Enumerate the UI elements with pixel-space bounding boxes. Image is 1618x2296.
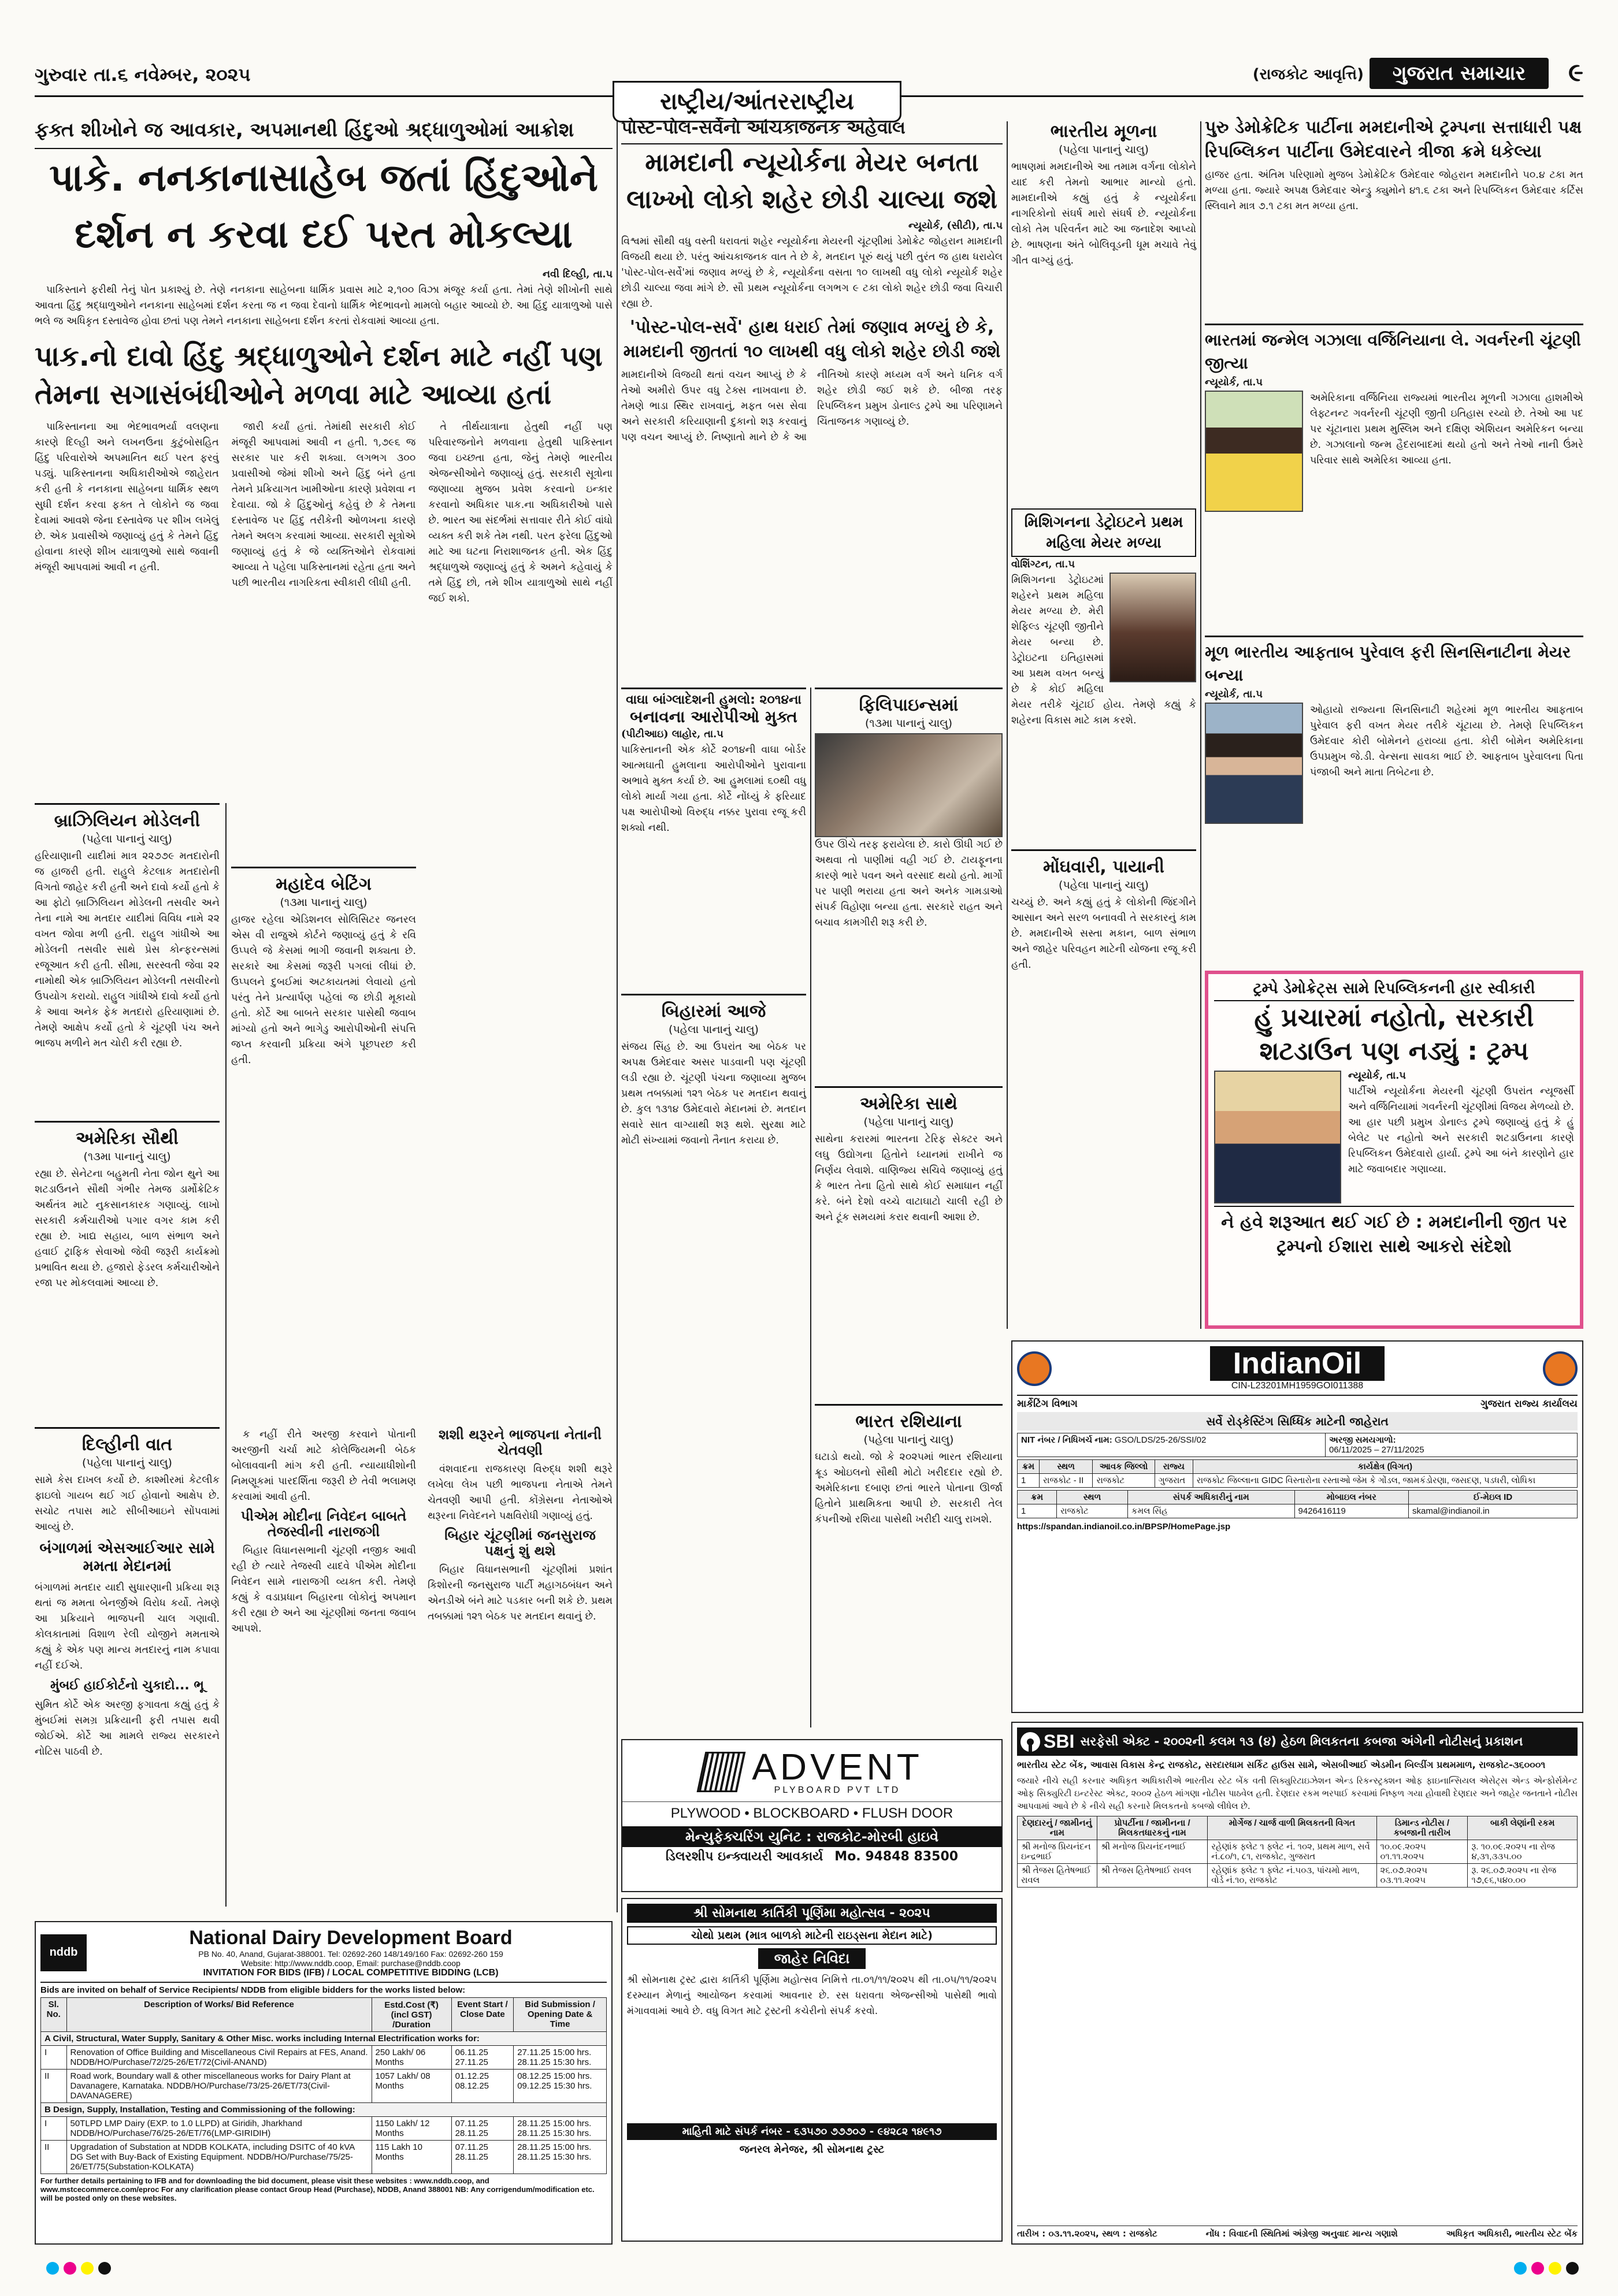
nddb-cell: Upgradation of Substation at NDDB KOLKATA, including DSITC of 40 kVA DG Set with Buy-Back of Existing Equipment. NDDB/HO/Purchase/75/25-26/ET/75(Substation-KOLKATA) [66, 2141, 372, 2174]
bihar-cont: (પહેલા પાનાનું ચાલુ) [669, 1023, 759, 1036]
mool-text: ભાષણમાં મમદાનીએ આ તમામ વર્ગના લોકોને યાદ કરી તેમનો આભાર માન્યો હતો. મામદાનીએ કહ્યું હતું કે ન્યૂયોર્કના નાગરિકોનો સંઘર્ષ મારો સંઘર્ષ છે. ન્યૂયોર્કના લોકો તેમ પરિવર્તન માટે આ જનાદેશ આપ્યો છે. ભાષણના અંતે બોલિવૂડની ધૂમ મચાવે તેવું ગીત વાગ્યું હતું. [1011, 161, 1196, 266]
rule-3 [1200, 121, 1201, 1329]
mool-story [1011, 116, 1196, 269]
nddb-cell: 01.12.25 08.12.25 [451, 2070, 514, 2103]
indianoil-nit-label: NIT નંબર / નિધિખર્ચ નામ: [1021, 1435, 1112, 1445]
mamdani-text: વિશ્વમાં સૌથી વધુ વસ્તી ધરાવતાં શહેર ન્યૂયોર્કના મેયરની ચૂંટણીમાં ડેમોક્રેટ જોહરાન મામદાની વિજયી થયા છે. પરંતુ આંચકાજનક વાત તે છે કે, મતદાન પૂરું થયું પછી તુરંત જ હાથ ધરાયેલ 'પોસ્ટ-પોલ-સર્વે'માં જણાવ મળ્યું છે કે, ન્યૂયોર્કના વસતા ૧૦ લાખથી વધુ લોકો ન્યૂયોર્ક શહેર છોડી ચાલ્યા જવા માંગે છે. સૌ પ્રથમ ન્યૂયોર્કના લગભગ ૯ ટકા લોકો શહેર છોડી જવા વિચારી રહ્યા છે. [621, 236, 1003, 310]
sbi-col-header: બાકી લેણાંની રકમ [1468, 1816, 1578, 1840]
nddb-website: Website: http://www.nddb.coop, Email: purchase@nddb.coop [241, 1959, 461, 1968]
section-title: રાષ્ટ્રીય/આંતરરાષ્ટ્રીય [660, 88, 854, 115]
mamdani-headline: મામદાની ન્યૂયોર્કના મેયર બનતા લાખ્ખો લોકો શહેર છોડી ચાલ્યા જશે [626, 148, 997, 214]
america1-cont: (૧૩મા પાનાનું ચાલુ) [83, 1150, 171, 1163]
michigan-photo [1109, 573, 1196, 682]
sbi-row [1018, 1864, 1578, 1888]
sbi-intro: જયારે નીચે સહી કરનાર અધિકૃત અધિકારીએ ભારતીય સ્ટેટ બેંક વતી સિક્યુરિટાઇઝેશન એન્ડ રિકન્સ્ટ્રક્શન ઓફ ફાઇનાન્સિયલ એસેટ્સ એન્ડ એન્ફોર્સમેન્ટ ઓફ સિક્યુરિટી ઇન્ટરેસ્ટ એક્ટ, ૨૦૦૨ હેઠળ માંગણા નોટીસ પાઠવેલ હતી. દેણદાર રકમ ભરપાઈ કરવામાં નિષ્ફળ ગયા હોવાથી દેણદાર અને જાહેર જનતાને નોટીસ આપવામાં આવે છે કે નીચે સહી કરનારે મિલકતનો કબજો લીધેલ છે. [1017, 1775, 1578, 1811]
sbi-ad [1011, 1722, 1583, 2245]
indianoil-nit-value: GSO/LDS/25-26/SSI/02 [1114, 1435, 1207, 1445]
nddb-cell: I [41, 2046, 67, 2070]
registration-marks-left [46, 2262, 116, 2277]
brazil-story [35, 803, 220, 1052]
mongvari-story [1011, 849, 1196, 973]
mid-sub1: પીએમ મોદીના નિવેદન બાબતે તેજસ્વીની નારાજગી [240, 1508, 407, 1540]
michigan-dateline: વોશિંગ્ટન, તા.૫ [1011, 559, 1075, 570]
nddb-row [41, 2117, 607, 2141]
nankana-text-2: પાકિસ્તાનના આ ભેદભાવભર્યા વલણના કારણે દિલ્હી અને લખનઉના કુટુંબોસહિત હિંદુ પરિવારોએ અપમાનિત થઈ પરત ફરવું પડ્યું. પાકિસ્તાનના અધિકારીઓએ જાહેરાત કરી હતી કે નનકાના સાહેબના ધાર્મિક સ્થળ સુધી દર્શન કરવા ફક્ત તે લોકોને જ જવા દેવામાં આવશે જેના દસ્તાવેજ પર શીખ લખેલું છે. એક પ્રવાસીએ જણાવ્યું હતું કે તેમને હિંદુ હોવાના કારણે શીખ યાત્રાળુઓ સાથે જવાની મંજૂરી આપવામાં આવી ન હતી. [35, 421, 219, 573]
trump-story [1205, 971, 1583, 1329]
story-nankana [35, 116, 613, 820]
nankana-dateline: નવી દિલ્હી, તા.૫ [543, 269, 613, 280]
nddb-col-header: Estd.Cost (₹) (incl GST) /Duration [372, 1998, 451, 2032]
michigan-story [1011, 508, 1196, 729]
aropi-dateline: (પીટીઆઇ) લાહોર, તા.૫ [621, 729, 723, 740]
nddb-table [40, 1997, 607, 2174]
brazil-text: હરિયાણાની યાદીમાં માત્ર ૨૨૭૭૯ મતદારોની જ હાજરી હતી. રાહુલે કેટલાક મતદારોની વિગતો જાહેર કરી હતી અને દાવો કર્યો હતો કે આ ફોટો બ્રાઝિલિયન મોડેલની તસવીર અને તેના નામે આ મતદાર યાદીમાં વિવિધ નામે ૨૨ વખત જોવા મળી હતી. રાહુલ ગાંધીએ આ મોડેલની તસવીર સાથે પ્રેસ કોન્ફરન્સમાં રજૂઆત કરી હતી. સીમા, સરસ્વતી જેવા ૨૨ નામોથી એક બ્રાઝિલિયન મોડેલની તસવીરનો ઉપયોગ કરાયો. રાહુલ ગાંધીએ દાવો કર્યો હતો કે આવા અનેક ફેક મતદારો હરિયાણામાં છે. તેમણે આક્ષેપ કર્યો હતો કે ચૂંટણી પંચ અને ભાજપ મળીને મત ચોરી કરી રહ્યા છે. [35, 850, 220, 1049]
nddb-cell: 1150 Lakh/ 12 Months [372, 2117, 451, 2141]
sbi-cell: શ્રી મનોજ પ્રિયનંદન ઇન્દ્રભાઈ [1018, 1840, 1097, 1864]
nddb-col-header: Sl. No. [41, 1998, 67, 2032]
aftab-text: ઓહાયો રાજ્યના સિનસિનાટી શહેરમાં મૂળ ભારતીય આફતાબ પુરેવાલ ફરી વખત મેયર તરીકે ચૂંટાયા છે. તેમણે રિપબ્લિકન ઉમેદવાર કોરી બોમેનને હરાવ્યા હતા. કોરી બોમેન અમેરિકાના ઉપપ્રમુખ જે.ડી. વેન્સના સાવકા ભાઈ છે. આફતાબ પુરેવાલના પિતા પંજાબી અને માતા તિબેટના છે. [1310, 704, 1583, 778]
nddb-cell: 27.11.25 15:00 hrs. 28.11.25 15:30 hrs. [514, 2046, 607, 2070]
america2-head: અમેરિકા સાથે [815, 1086, 1003, 1116]
indianoil-logo-right [1543, 1351, 1578, 1386]
sbi-footer-date: તારીખ : ૦૩.૧૧.૨૦૨૫, સ્થળ : રાજકોટ [1017, 2228, 1157, 2239]
bihar-text: સંજય સિંહ છે. આ ઉપરાંત આ બેઠક પર અપક્ષ ઉમેદવાર અસર પાડવાની પણ ચૂંટણી લડી રહ્યા છે. ચૂંટણી પંચના જણાવ્યા મુજબ પ્રથમ તબક્કામાં ૧૨૧ બેઠક પર મતદાન થવાનું છે. કુલ ૧૩૧૪ ઉમેદવારો મેદાનમાં છે. મતદાન સવારે સાત વાગ્યાથી શરૂ થશે. સુરક્ષા માટે મોટી સંખ્યામાં જવાનો તૈનાત કરાયા છે. [621, 1041, 806, 1146]
advent-sub: PLYBOARD PVT LTD [774, 1785, 901, 1795]
aftab-dateline: ન્યૂયોર્ક, તા.૫ [1205, 689, 1263, 700]
america2-story [815, 1086, 1003, 1225]
mamdani-story [621, 116, 1003, 508]
indianoil-col-header: ક્રમ [1018, 1460, 1040, 1474]
indianoil-col-header: રાજ્ય [1155, 1460, 1193, 1474]
nddb-cell: 06.11.25 27.11.25 [451, 2046, 514, 2070]
mamdani-kicker: પોસ્ટ-પોલ-સર્વેનો આંચકાજનક અહેવાલ [621, 116, 1003, 144]
bihar-head: બિહારમાં આજે [621, 994, 806, 1023]
nddb-cell: 250 Lakh/ 06 Months [372, 2046, 451, 2070]
indianoil-cell: 1 [1018, 1474, 1040, 1488]
nddb-cell: 1057 Lakh/ 08 Months [372, 2070, 451, 2103]
trump-text: પાર્ટીએ ન્યૂયોર્કના મેયરની ચૂંટણી ઉપરાંત ન્યૂજર્સી અને વર્જિનિયામાં ગવર્નરની ચૂંટણીમાં વિજય મેળવ્યો છે. આ હાર પછી પ્રમુખ ડોનાલ્ડ ટ્રમ્પે જણાવ્યું હતું કે હું બેલેટ પર નહોતો અને સરકારી શટડાઉનના કારણે રિપબ્લિકન ઉમેદવારો હાર્યા. ટ્રમ્પે આ બંને કારણોને હાર માટે જવાબદાર ગણાવ્યા. [1348, 1086, 1574, 1175]
indianoil-contact-cell: કમલ સિંહ [1127, 1504, 1294, 1518]
nddb-col-header: Description of Works/ Bid Reference [66, 1998, 372, 2032]
top-right-headline: પુરુ ડેમોક્રેટિક પાર્ટીના મમદાનીએ ટ્રમ્પના સત્તાધારી પક્ષ રિપબ્લિકન પાર્ટીના ઉમેદવારને ત્રીજા ક્રમે ધકેલ્યા [1205, 117, 1582, 162]
mid-p4: બિહાર વિધાનસભાની ચૂંટણીમાં પ્રશાંત કિશોરની જનસુરાજ પાર્ટી મહાગઠબંધન અને એનડીએ બંને માટે પડકાર બની શકે છે. પ્રથમ તબક્કામાં ૧૨૧ બેઠક પર મતદાન થવાનું છે. [428, 1564, 613, 1622]
sbi-branch: ભારતીય સ્ટેટ બેંક, આવાસ વિકાસ કેન્દ્ર રાજકોટ, સરદારધામ સર્કિટ હાઉસ સામે, એસબીઆઈ એડમીન બિલ્ડીંગ પ્રથમમાળ, રાજકોટ-૩૬૦૦૦૧ [1017, 1759, 1546, 1770]
ghazala-photo [1205, 391, 1303, 512]
sbi-cell: રહેણાંક ફ્લેટ ૧ ફ્લેટ નં. ૧૦૨, પ્રથમ માળ, સર્વે નં.૮૦/૧, ૮૧, રાજકોટ, ગુજરાત [1208, 1840, 1376, 1864]
nddb-cell: II [41, 2070, 67, 2103]
nddb-address: PB No. 40, Anand, Gujarat-388001. Tel: 02692-260 148/149/160 Fax: 02692-260 159 [198, 1949, 503, 1959]
nddb-ad [35, 1921, 613, 2245]
sbi-cell: શ્રી તેજસ હિતેષભાઈ રાવલ [1018, 1864, 1097, 1888]
sbi-footer-sign: અધિકૃત અધિકારી, ભારતીય સ્ટેટ બેંક [1446, 2228, 1578, 2239]
nddb-cell: Renovation of Office Building and Miscellaneous Civil Repairs at FES, Anand. NDDB/HO/Purchase/72/25-26/ET/72(Civil-ANAND) [66, 2046, 372, 2070]
indianoil-contact-header: મોબાઇલ નંબર [1294, 1491, 1409, 1504]
nddb-title: National Dairy Development Board [189, 1927, 513, 1949]
sbi-logo-icon [1020, 1732, 1040, 1752]
mool-head: ભારતીય મૂળના [1050, 121, 1157, 142]
indianoil-scope-table [1017, 1459, 1578, 1488]
america1-head: અમેરિકા સૌથી [35, 1121, 220, 1150]
advent-unit: મેન્યુફેક્ચરિંગ યુનિટ : રાજકોટ-મોરબી હાઇવે [622, 1826, 1001, 1847]
rule-5 [810, 688, 811, 1727]
ghazala-dateline: ન્યૂયોર્ક, તા.૫ [1205, 377, 1263, 388]
nankana-headline-2: દર્શન ન કરવા દઈ પરત મોકલ્યા [75, 212, 573, 257]
sbi-col-header: દેણદારનું / જામીનનું નામ [1018, 1816, 1097, 1840]
top-right-text: હાજર હતા. અંતિમ પરિણામો મુજબ ડેમોક્રેટિક ઉમેદવાર જોહરાન મમદાનીને ૫૦.૪ ટકા મત મળ્યા હતા. જ્યારે અપક્ષ ઉમેદવાર એન્ડ્રુ ક્યુમોને ૪૧.૬ ટકા અને રિપબ્લિકન ઉમેદવાર કર્ટિસ સ્લિવાને માત્ર ૭.૧ ટકા મત મળ્યા હતા. [1205, 169, 1583, 212]
mid-p1: ક નહીં રીતે અરજી કરવાને પોતાની અરજીની ચર્ચા માટે કોલેજિયમની બેઠક બોલાવવાની માંગ કરી હતી. ન્યાયાધીશોની નિમણૂકમાં પારદર્શિતા જરૂરી છે તેવી ભલામણ કરવામાં આવી હતી. [231, 1429, 416, 1503]
indianoil-contact-header: સ્થળ [1057, 1491, 1128, 1504]
header-rule-right [901, 95, 1583, 97]
nddb-cell: 115 Lakh 10 Months [372, 2141, 451, 2174]
indianoil-col-header: આવક જિલ્લો [1093, 1460, 1155, 1474]
nddb-footer: For further details pertaining to IFB and for downloading the bid document, please visit these websites : www.nddb.coop, and www.mstcecommerce.com/eproc For any clarification please contact Group Head (Purchase), NDDB, Anand 388001 NB: Any corrigendum/modification etc. will be posted only on these websites. [40, 2176, 595, 2202]
sbi-cell: શ્રી તેજસ હિતેષભાઈ રાવલ [1097, 1864, 1208, 1888]
nankana-text-1: પાકિસ્તાને ફરીથી તેનું પોત પ્રકાશ્યું છે. તેણે નનકાના સાહેબના ધાર્મિક પ્રવાસ માટે ૨,૧૦૦ વિઝા મંજૂર કર્યા હતા. તેમાં તેણે શીખોની સાથે આવતા હિંદુ શ્રદ્ધાળુઓને નનકાના સાહેબમાં દર્શન કરતા જ ન જવા દેવાનો ધાર્મિક ભેદભાવનો મામલો બહાર આવ્યો છે. આ હિંદુ યાત્રાળુઓ પાસે ભલે જ અધિકૃત દસ્તાવેજ હોવા છતાં પણ તેમને નનકાના સાહેબના દર્શન કરતાં રોકવામાં આવ્યા હતા. [35, 284, 613, 327]
aftab-photo [1205, 703, 1303, 824]
mid-sub2: શશી થરૂરને ભાજપના નેતાની ચેતવણી [439, 1426, 602, 1458]
america1-text: રહ્યા છે. સેનેટના બહુમતી નેતા જોન થુને આ શટડાઉનને સૌથી ગંભીર તેમજ ડાર્મોક્રેટિક અર્થતંત્ર માટે નુકસાનકારક ગણાવ્યું. લાખો સરકારી કર્મચારીઓ પગાર વગર કામ કરી રહ્યા છે. ખાદ્ય સહાય, બાળ સંભાળ અને હવાઈ ટ્રાફિક સેવાઓ જેવી જરૂરી કાર્યક્રમો પ્રભાવિત થયા છે. હજારો ફેડરલ કર્મચારીઓને રજા પર મોકલવામાં આવ્યા છે. [35, 1168, 220, 1289]
indianoil-cell: રાજકોટ [1093, 1474, 1155, 1488]
indianoil-contact-cell: skamal@indianoil.in [1409, 1504, 1578, 1518]
michigan-text: મિશિગનના ડેટ્રોઇટમાં શહેરને પ્રથમ મહિલા મેયર મળ્યા છે. મેરી શેફિલ્ડ ચૂંટણી જીતીને મેયર બન્યા છે. ડેટ્રોઇટના ઇતિહાસમાં આ પ્રથમ વખત બન્યું છે કે કોઈ મહિલા મેયર તરીકે ચૂંટાઈ હોય. તેમણે કહ્યું કે શહેરના વિકાસ માટે કામ કરશે. [1011, 574, 1196, 726]
indianoil-ad [1011, 1340, 1583, 1713]
nankana-headline-1: પાકે. નનકાનાસાહેબ જતાં હિંદુઓને [49, 155, 598, 200]
mid-p2: બિહાર વિધાનસભાની ચૂંટણી નજીક આવી રહી છે ત્યારે તેજસ્વી યાદવે પીએમ મોદીના નિવેદન સામે નારાજગી વ્યક્ત કરી. તેમણે કહ્યું કે વડાપ્રધાન બિહારના લોકોનું અપમાન કરી રહ્યા છે અને આ ચૂંટણીમાં જનતા જવાબ આપશે. [231, 1545, 416, 1634]
nddb-cell: Road work, Boundary wall & other miscellaneous works for Dairy Plant at Davanagere, Karnataka. NDDB/HO/Purchase/73/25-26/ET/73(Civil-DAVANAGERE) [66, 2070, 372, 2103]
brazil-cont: (પહેલા પાનાનું ચાલુ) [82, 833, 172, 845]
aropi-head: બનાવના આરોપીઓ મુક્ત [630, 707, 797, 726]
indianoil-cell: રાજકોટ - II [1039, 1474, 1093, 1488]
somnath-ad [621, 1898, 1003, 2242]
nddb-row [41, 2070, 607, 2103]
ghazala-story [1205, 324, 1583, 624]
mongvari-head: મોંઘવારી, પાયાની [1011, 849, 1196, 879]
sbi-footer-note: નોંધ : વિવાદની સ્થિતિમાં અંગ્રેજી અનુવાદ માન્ય ગણાશે [1205, 2228, 1398, 2239]
indianoil-to-date: 27/11/2025 [1381, 1445, 1424, 1455]
mahadev-head: મહાદેવ બેટિંગ [231, 867, 416, 896]
indianoil-contact-cell: રાજકોટ [1057, 1504, 1128, 1518]
mid-p3: વંશવાદના રાજકારણ વિરુદ્ધ શશી થરૂરે લખેલા લેખ પછી ભાજપના નેતાએ તેમને ચેતવણી આપી હતી. કોંગ્રેસના નેતાઓએ થરૂરના નિવેદનને પક્ષવિરોધી ગણાવ્યું હતું. [428, 1463, 613, 1522]
rule-2 [1007, 121, 1008, 1329]
bihar-story [621, 994, 806, 1149]
mid-sub3: બિહાર ચૂંટણીમાં જનસુરાજ પક્ષનું શું થશે [444, 1527, 596, 1559]
nddb-col-header: Bid Submission / Opening Date & Time [514, 1998, 607, 2032]
sbi-title: સરફેસી એક્ટ - ૨૦૦૨ની કલમ ૧૩ (૪) હેઠળ મિલકતના કબજા અંગેની નોટીસનું પ્રકાશન [1080, 1734, 1523, 1748]
trump-foot: ને હવે શરૂઆત થઈ ગઈ છે : મમદાનીની જીત પર ટ્રમ્પનો ઈશારા સાથે આકરો સંદેશો [1214, 1206, 1574, 1259]
trump-dateline: ન્યૂયોર્ક, તા.૫ [1348, 1070, 1406, 1082]
delhi-story [35, 1427, 220, 1760]
nddb-section-a: A Civil, Structural, Water Supply, Sanitary & Other Misc. works including Internal Electrification works for: [41, 2032, 607, 2046]
somnath-title: શ્રી સોમનાથ કાર્તિકી પૂર્ણિમા મહોત્સવ - ૨૦૨૫ [627, 1904, 997, 1923]
mamdani-subhead: 'પોસ્ટ-પોલ-સર્વે' હાથ ધરાઈ તેમાં જણાવ મળ્યું છે કે, મામદાની જીતતાં ૧૦ લાખથી વધુ લોકો શહેર છોડી જશે [623, 317, 1001, 362]
nddb-cell: 28.11.25 15:00 hrs. 28.11.25 15:30 hrs. [514, 2141, 607, 2174]
nankana-kicker: ફક્ત શીખોને જ આવકાર, અપમાનથી હિંદુઓ શ્રદ્ધાળુઓમાં આક્રોશ [35, 116, 613, 149]
indianoil-cell: ગુજરાત [1155, 1474, 1193, 1488]
indianoil-cin: CIN-L23201MH1959GOI011388 [1231, 1381, 1364, 1391]
indianoil-logo-left [1017, 1351, 1052, 1386]
delhi-head: દિલ્હીની વાત [35, 1427, 220, 1457]
delhi-text: સામે કેસ દાખલ કર્યો છે. કાશ્મીરમાં કેટલીક ફાઇલો ગાયબ થઈ ગઈ હોવાનો આક્ષેપ છે. સચોટ તપાસ માટે સીબીઆઇને સોંપવામાં આવ્યું છે. [35, 1474, 220, 1533]
advent-logo-icon [697, 1752, 746, 1792]
sbi-row [1018, 1840, 1578, 1864]
trump-photo [1214, 1071, 1341, 1203]
mahadev-cont: (૧૩મા પાનાનું ચાલુ) [280, 896, 368, 909]
aftab-head: મૂળ ભારતીય આફતાબ પુરેવાલ ફરી સિનસિનાટીના મેયર બન્યા [1205, 636, 1583, 687]
nddb-cell: 50TLPD LMP Dairy (EXP. to 1.0 LLPD) at Giridih, Jharkhand NDDB/HO/Purchase/76/25-26/ET/76(LMP-GIRIDIH) [66, 2117, 372, 2141]
mahadev-text: હાજર રહેલા એડિશનલ સોલિસિટર જનરલ એસ વી રાજુએ કોર્ટને જણાવ્યું હતું કે રવિ ઉપ્પલે જે કેસમાં ભાગી જવાની શક્યતા છે. સરકારે આ કેસમાં જરૂરી પગલાં લીધાં છે. ઉપ્પલને દુબઈમાં અટકાયતમાં લેવાયો હતો પરંતુ તેને પ્રત્યાર્પણ પહેલાં જ છોડી મૂકાયો હતો. કોર્ટે આ બાબતે સરકાર પાસેથી જવાબ માંગ્યો હતો અને ભાગેડુ આરોપીઓની સંપત્તિ જપ્ત કરવાની પ્રક્રિયા અંગે પૂછપરછ કરી હતી. [231, 914, 416, 1066]
mamdani-text2: મામદાનીએ વિજયી થતાં વચન આપ્યું છે કે તેઓ અમીરો ઉપર વધુ ટેક્સ નાખવાના છે. તેમણે ભાડા સ્થિર રાખવાનું, મફત બસ સેવા અને સરકારી કરિયાણાની દુકાનો શરૂ કરવાનું પણ વચન આપ્યું છે. નિષ્ણાતો માને છે કે આ નીતિઓ કારણે મધ્યમ વર્ગ અને ધનિક વર્ગ શહેર છોડી જઈ શકે છે. બીજા તરફ રિપબ્લિકન પ્રમુખ ડોનાલ્ડ ટ્રમ્પે આ પરિણામને ચિંતાજનક ગણાવ્યું છે. [621, 369, 1003, 443]
sbi-cell: રૂ. ૨૬.૦૭.૨૦૨૫ ના રોજ ૧૭,૯૬,૫૪૦.૦૦ [1468, 1864, 1578, 1888]
russia-cont: (પહેલા પાનાનું ચાલુ) [863, 1433, 954, 1446]
advent-products: PLYWOOD • BLOCKBOARD • FLUSH DOOR [622, 1801, 1001, 1822]
mid-column-story [231, 1427, 613, 1637]
nddb-section-b: B Design, Supply, Installation, Testing and Commissioning of the following: [41, 2103, 607, 2117]
trump-headline: હું પ્રચારમાં નહોતો, સરકારી શટડાઉન પણ નડ્યું : ટ્રમ્પ [1254, 1003, 1534, 1066]
advent-phone: Mo. 94848 83500 [834, 1849, 959, 1864]
indianoil-col-header: સ્થળ [1039, 1460, 1093, 1474]
nankana-text-4: તે તીર્થયાત્રાના હેતુથી નહીં પણ પરિવારજનોને મળવાના હેતુથી પાકિસ્તાન જવા ઇચ્છતા હતા, જેનું તેમણે ભારતીય એજન્સીઓને જણાવ્યું હતું. સરકારી સૂત્રોના જણાવ્યા મુજબ પ્રવેશ કરવાનો ઇન્કાર કરવાનો અધિકાર પાક.ના અધિકારીઓ પાસે છે. ભારત આ સંદર્ભમાં સત્તાવાર રીતે કોઈ વાંધો વ્યક્ત કરી શકે તેમ નથી. પરત ફરેલા હિંદુઓ માટે આ ઘટના નિરાશાજનક હતી. એક હિંદુ શ્રદ્ધાળુએ જણાવ્યું હતું કે અમને કહેવાયું કે તમે હિંદુ છો, તમે શીખ યાત્રાળુઓ સાથે નહીં જઈ શકો. [428, 421, 613, 604]
sbi-table [1017, 1816, 1578, 1888]
indianoil-contact-header: ઈ-મેઇલ ID [1409, 1491, 1578, 1504]
header-rule [35, 95, 613, 97]
indianoil-right-label: ગુજરાત રાજ્ય કાર્યાલય [1480, 1398, 1578, 1410]
russia-text: ઘટાડો થયો. જો કે ૨૦૨૫માં ભારત રશિયાના ક્રૂડ ઓઇલનો સૌથી મોટો ખરીદદાર રહ્યો છે. અમેરિકાના દબાણ છતાં ભારતે પોતાના ઊર્જા હિતોને પ્રાથમિકતા આપી છે. સરકારી તેલ કંપનીઓ રશિયા પાસેથી ખરીદી ચાલુ રાખશે. [815, 1451, 1003, 1525]
nddb-invitation: INVITATION FOR BIDS (IFB) / LOCAL COMPETITIVE BIDDING (LCB) [203, 1968, 499, 1978]
nddb-cell: 08.12.25 15:00 hrs. 09.12.25 15:30 hrs. [514, 2070, 607, 2103]
indianoil-url[interactable]: https://spandan.indianoil.co.in/BPSP/HomePage.jsp [1017, 1522, 1231, 1532]
sbi-logo-text: SBI [1044, 1731, 1075, 1752]
indianoil-cell: રાજકોટ જિલ્લાના GIDC વિસ્તારોના રસ્તાઓ જેમ કે ગોંડલ, જામકંડોરણા, જસદણ, પડધરી, લોધિકા [1193, 1474, 1577, 1488]
philippines-text: ઉપર ઊંચે તરફ ફરાયેલા છે. કારો ઊંધી ગઈ છે અથવા તો પાણીમાં વહી ગઈ છે. ટાયફૂનના કારણે ભારે પવન અને વરસાદ થયો હતો. માર્ગો પર પાણી ભરાયા હતા અને અનેક ગામડાઓ સંપર્ક વિહોણા બન્યા હતા. સરકારે રાહત અને બચાવ કામગીરી શરૂ કરી છે. [815, 839, 1003, 928]
indianoil-col-header: કાર્યક્ષેત્ર (વિગત) [1193, 1460, 1577, 1474]
nankana-subhead: પાક.નો દાવો હિંદુ શ્રદ્ધાળુઓને દર્શન માટે નહીં પણ તેમના સગાસંબંધીઓને મળવા માટે આવ્યા હતાં [35, 340, 603, 411]
america2-text: સાથેના કરારમાં ભારતના ટેરિફ સેક્ટર અને લઘુ ઉદ્યોગના હિતોને ધ્યાનમાં રાખીને જ નિર્ણય લેવાશે. વાણિજ્ય સચિવે જણાવ્યું હતું કે ભારત તેના હિતો સાથે કોઈ સમાધાન નહીં કરે. બંને દેશો વચ્ચે વાટાઘાટો ચાલી રહી છે અને ટૂંક સમયમાં કરાર થવાની આશા છે. [815, 1134, 1003, 1223]
mool-cont: (પહેલા પાનાનું ચાલુ) [1059, 143, 1149, 156]
indianoil-left-label: માર્કેટિંગ વિભાગ [1017, 1398, 1078, 1410]
indianoil-contact-header: ક્રમ [1018, 1491, 1057, 1504]
aropi-story [621, 688, 806, 836]
rule-4 [225, 803, 227, 1907]
somnath-badge: જાહેર નિવિદા [758, 1948, 866, 1969]
indianoil-brand: IndianOil [1210, 1346, 1385, 1381]
indianoil-contact-table [1017, 1490, 1578, 1518]
philippines-story [815, 688, 1003, 931]
somnath-sub: ચોથો પ્રથમ (માત્ર બાળકો માટેની રાઇડ્સના મેદાન માટે) [627, 1926, 997, 1945]
mongvari-cont: (પહેલા પાનાનું ચાલુ) [1059, 879, 1149, 891]
nddb-cell: I [41, 2117, 67, 2141]
delhi-sub2: મુંબઈ હાઈકોર્ટનો ચુકાદો... ભૂ [50, 1678, 204, 1693]
delhi-text3: સુમિત કોર્ટે એક અરજી ફગાવતા કહ્યું હતું કે મુંબઈમાં સમગ્ર પ્રક્રિયાની ફરી તપાસ થવી જોઈએ. કોર્ટે આ મામલે રાજ્ય સરકારને નોટિસ પાઠવી છે. [35, 1699, 220, 1758]
trump-kicker: ટ્રમ્પે ડેમોક્રેટ્સ સામે રિપબ્લિકનની હાર સ્વીકારી [1214, 980, 1574, 1001]
sbi-cell: ૧૦.૦૯.૨૦૨૫ ૦૧.૧૧.૨૦૨૫ [1376, 1840, 1468, 1864]
rule-1 [617, 121, 618, 1912]
america1-story [35, 1121, 220, 1291]
indianoil-nit-table: NIT નંબર / નિધિખર્ચ નામ: GSO/LDS/25-26/SSI/02 અરજી સમયગાળો: 06/11/2025 – 27/11/2025 [1017, 1433, 1578, 1457]
somnath-sign: જનરલ મેનેજર, શ્રી સોમનાથ ટ્રસ્ટ [739, 2143, 885, 2156]
aropi-kicker: વાઘા બાંગ્લાદેશની હુમલો: ૨૦૧૪ના [621, 688, 806, 707]
philippines-cont: (૧૩મા પાનાનું ચાલુ) [864, 717, 953, 730]
russia-story [815, 1404, 1003, 1528]
advent-ad [621, 1739, 1003, 1892]
nankana-text-3: જારી કર્યાં હતાં. તેમાંથી સરકારી કોઈ મંજૂરી આપવામાં આવી ન હતી. ૧,૭૯૬ જ સરકાર પાર કરી શક્યા. લગભગ ૩૦૦ પ્રવાસીઓ જેમાં શીખો અને હિંદુ બંને હતા તેમને પ્રક્રિયાગત ખામીઓના કારણે પ્રવેશવા ન દેવાયા. જો કે હિંદુઓનું કહેવું છે કે તેમના દસ્તાવેજ પર હિંદુ તરીકેની ઓળખના કારણે તેમને અલગ કરવામાં આવ્યા. સરકારી સૂત્રોએ જણાવ્યું હતું કે જે વ્યક્તિઓને રોકવામાં આવ્યા તે પહેલા પાકિસ્તાનમાં રહેતા હતા અને પછી ભારતીય નાગરિકતા સ્વીકારી લીધી હતી. [231, 421, 416, 589]
indianoil-notice-title: સર્વે રોડ્કેસ્ટિંગ સિધ્ધિક માટેની જાહેરાત [1017, 1412, 1578, 1431]
somnath-contact: માહિતી માટે સંપર્ક નંબર - ૬૩૫૭૦ ૭૭૭૦૭ - ૯૪૨૮૨ ૧૪૯૧૭ [627, 2123, 997, 2140]
advent-dealer: ડિલરશીપ ઇન્ક્વાયરી આવકાર્ય [665, 1849, 823, 1864]
sbi-cell: શ્રી મનોજ પ્રિયનંદનભાઈ [1097, 1840, 1208, 1864]
ghazala-head: ભારતમાં જન્મેલ ગઝાલા વર્જિનિયાના લે. ગવર્નરની ચૂંટણી જીત્યા [1205, 324, 1583, 375]
america2-cont: (પહેલા પાનાનું ચાલુ) [863, 1116, 954, 1128]
michigan-head: મિશિગનના ડેટ્રોઇટને પ્રથમ મહિલા મેયર મળ્યા [1011, 508, 1196, 557]
somnath-text: શ્રી સોમનાથ ટ્રસ્ટ દ્વારા કાર્તિકી પૂર્ણિમા મહોત્સવ નિમિત્તે તા.૦૧/૧૧/૨૦૨૫ થી તા.૦૫/૧૧/૨૦૨૫ દરમ્યાન મેળાનું આયોજન કરવામાં આવનાર છે. રસ ધરાવતા એજન્સીઓ પાસેથી ભાવો મંગાવવામાં આવે છે. વધુ વિગત માટે ટ્રસ્ટની કચેરીનો સંપર્ક કરવો. [627, 1974, 997, 2017]
sbi-cell: રૂ. ૧૦.૦૯.૨૦૨૫ ના રોજ ૪,૩૧,૩૩૫.૦૦ [1468, 1840, 1578, 1864]
delhi-text2: બંગાળમાં મતદાર યાદી સુધારણાની પ્રક્રિયા શરૂ થતાં જ મમતા બેનર્જીએ વિરોધ કર્યો. તેમણે આ પ્રક્રિયાને ભાજપની ચાલ ગણાવી. કોલકાતામાં વિશાળ રેલી યોજીને મમતાએ કહ્યું કે એક પણ માન્ય મતદારનું નામ કપાવા નહીં દઈએ. [35, 1582, 220, 1671]
delhi-sub1: બંગાળમાં એસઆઈઆર સામે મમતા મેદાનમાં [39, 1540, 215, 1575]
mongvari-text: ચચ્યું છે. અને કહ્યું હતું કે લોકોની જિંદગીને આસાન અને સરળ બનાવવી તે સરકારનું કામ છે. મમદાનીએ સસ્તા મકાન, બાળ સંભાળ અને જાહેર પરિવહન માટેની યોજના રજૂ કરી હતી. [1011, 897, 1196, 971]
nddb-cell: 28.11.25 15:00 hrs. 28.11.25 15:30 hrs. [514, 2117, 607, 2141]
brazil-head: બ્રાઝિલિયન મોડેલની [35, 803, 220, 833]
nddb-col-header: Event Start / Close Date [451, 1998, 514, 2032]
top-right-story [1205, 116, 1583, 324]
mamdani-dateline: ન્યૂયોર્ક, (સીટી), તા.૫ [908, 220, 1003, 232]
russia-head: ભારત રશિયાના [815, 1404, 1003, 1433]
header-edition: (રાજકોટ આવૃત્તિ) [1252, 66, 1364, 83]
philippines-photo [815, 733, 1003, 837]
nddb-cell: 07.11.25 28.11.25 [451, 2141, 514, 2174]
sbi-cell: ૨૬.૦૭.૨૦૨૫ ૦૩.૧૧.૨૦૨૫ [1376, 1864, 1468, 1888]
sbi-logo [1020, 1731, 1074, 1752]
indianoil-contact-cell: 1 [1018, 1504, 1057, 1518]
registration-marks-right [1514, 2262, 1583, 2277]
sbi-col-header: મોર્ગેજ / ચાર્જ વાળી મિલકતની વિગત [1208, 1816, 1376, 1840]
nddb-behalf: Bids are invited on behalf of Service Recipients/ NDDB from eligible bidders for the works listed below: [40, 1985, 466, 1995]
delhi-cont: (પહેલા પાનાનું ચાલુ) [82, 1457, 172, 1469]
indianoil-contact-header: સંપર્ક અધિકારીનું નામ [1127, 1491, 1294, 1504]
sbi-cell: રહેણાંક ફ્લેટ ૧ ફ્લેટ નં.૫૦૩, પાંચમો માળ, વોર્ડ નં.૧૦, રાજકોટ [1208, 1864, 1376, 1888]
advent-brand: ADVENT [752, 1746, 923, 1788]
mahadev-story [231, 867, 416, 1068]
nddb-row [41, 2046, 607, 2070]
indianoil-dates-head: અરજી સમયગાળો: [1328, 1435, 1396, 1445]
header-date: ગુરુવાર તા.૬ નવેમ્બર, ૨૦૨૫ [35, 64, 251, 86]
aropi-text: પાકિસ્તાનની એક કોર્ટે ૨૦૧૪ની વાઘા બોર્ડર આત્મઘાતી હુમલાના આરોપીઓને પુરાવાના અભાવે મુક્ત કર્યા છે. આ હુમલામાં ૬૦થી વધુ લોકો માર્યા ગયા હતા. કોર્ટે નોંધ્યું કે ફરિયાદ પક્ષ આરોપીઓ વિરુદ્ધ નક્કર પુરાવા રજૂ કરી શક્યો નથી. [621, 744, 806, 834]
sbi-col-header: પ્રોપર્ટીના / જામીનના / મિલકતધારકનું નામ [1097, 1816, 1208, 1840]
nddb-row [41, 2141, 607, 2174]
indianoil-contact-cell: 9426416119 [1294, 1504, 1409, 1518]
nddb-cell: 07.11.25 28.11.25 [451, 2117, 514, 2141]
indianoil-from-date: 06/11/2025 [1328, 1445, 1372, 1455]
sbi-col-header: ડિમાન્ડ નોટીસ / કબજાની તારીખ [1376, 1816, 1468, 1840]
philippines-head: ફિલિપાઇન્સમાં [815, 688, 1003, 717]
nddb-logo: nddb [40, 1934, 87, 1971]
aftab-story [1205, 636, 1583, 959]
ghazala-text: અમેરિકાના વર્જિનિયા રાજ્યમાં ભારતીય મૂળની ગઝાલા હાશમીએ લેફ્ટનન્ટ ગવર્નરની ચૂંટણી જીતી ઇતિહાસ રચ્યો છે. તેઓ આ પદ પર ચૂંટાનારા પ્રથમ મુસ્લિમ અને દક્ષિણ એશિયન અમેરિકન બન્યા છે. ગઝાલાનો જન્મ હૈદરાબાદમાં થયો હતો અને તેઓ નાની ઉંમરે પરિવાર સાથે અમેરિકા આવ્યા હતા. [1310, 392, 1583, 466]
masthead-text: ગુજરાત સમાચાર [1392, 62, 1526, 85]
masthead-logo [1370, 58, 1549, 89]
nddb-cell: II [41, 2141, 67, 2174]
page-number: ૯ [1568, 58, 1583, 87]
